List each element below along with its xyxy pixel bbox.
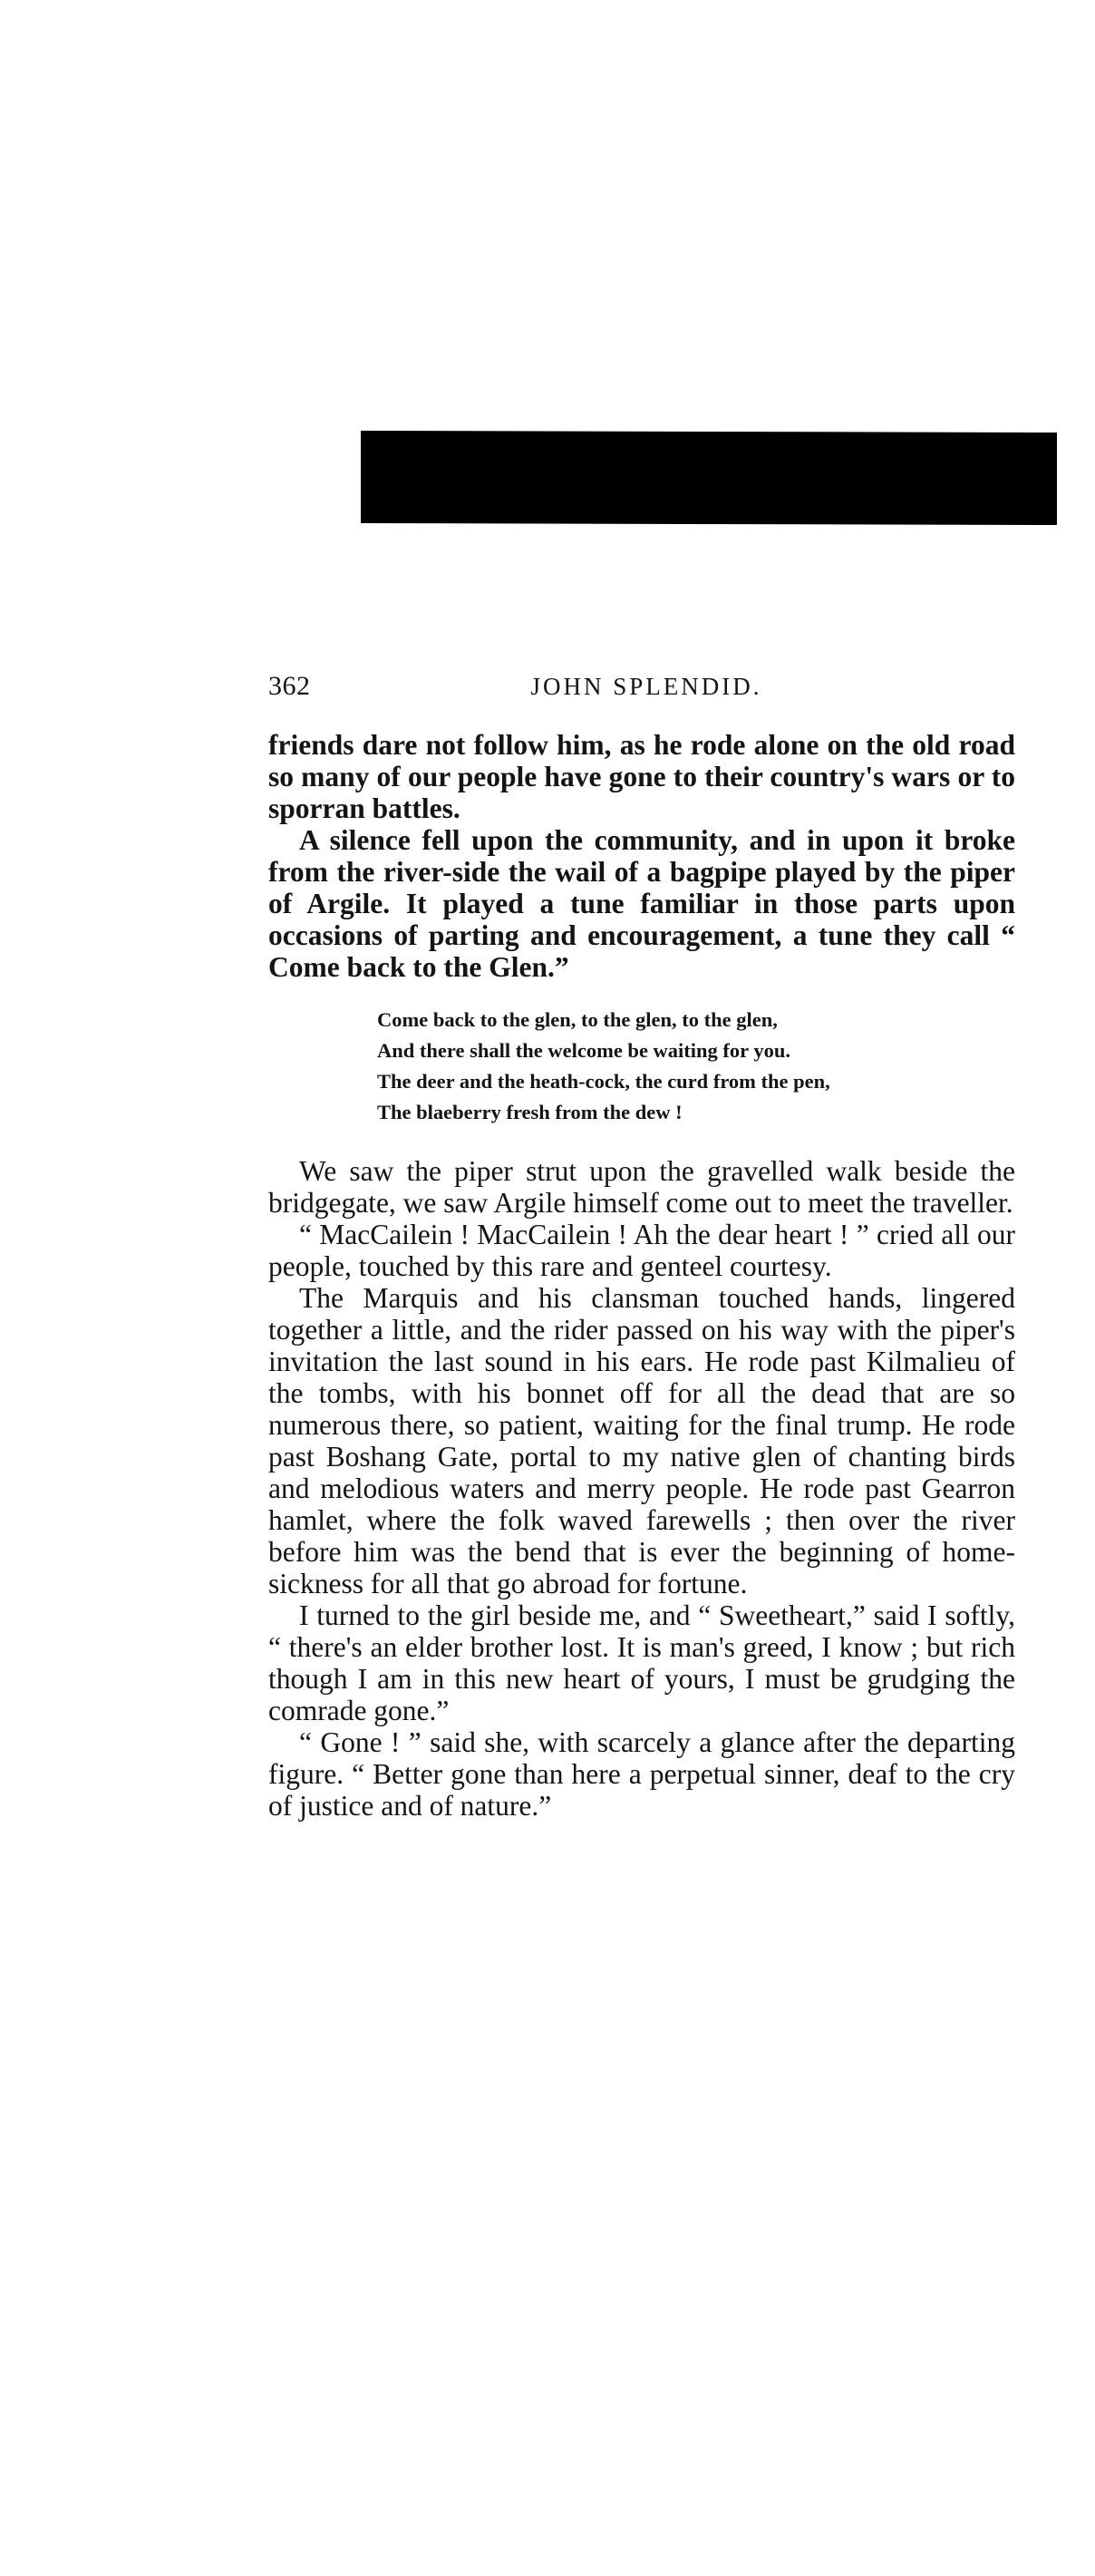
book-title: JOHN SPLENDID. (530, 673, 762, 700)
body-text (268, 729, 1015, 1822)
verse-line: Come back to the glen, to the glen, to the glen, (377, 1008, 778, 1031)
running-head (268, 671, 1015, 713)
page-number: 362 (268, 671, 311, 701)
redaction-bar (361, 431, 1057, 525)
verse-line: The deer and the heath-cock, the curd from the pen, (377, 1070, 830, 1093)
paragraph: “ Gone ! ” said she, with scarcely a glance after the departing figure. “ Better gone than here a perpetual sinner, deaf to the cry of justice and of nature.” (268, 1726, 1015, 1822)
verse-line: The blaeberry fresh from the dew ! (377, 1101, 683, 1123)
verse-block (377, 1005, 1015, 1128)
paragraph: I turned to the girl beside me, and “ Sweetheart,” said I softly, “ there's an elder brother lost. It is man's greed, I know ; but rich though I am in this new heart of yours, I must be grudging the comrade gone.” (268, 1599, 1015, 1726)
verse-line: And there shall the welcome be waiting for you. (377, 1039, 791, 1062)
paragraph: The Marquis and his clansman touched hands, lingered together a little, and the rider passed on his way with the piper's invitation the last sound in his ears. He rode past Kilmalieu of the tombs, with his bonnet off for all the dead that are so numerous there, so patient, waiting for the final trump. He rode past Boshang Gate, portal to my native glen of chanting birds and melodious waters and merry people. He rode past Gearron hamlet, where the folk waved farewells ; then over the river before him was the bend that is ever the beginning of home-sickness for all that go abroad for fortune. (268, 1282, 1015, 1599)
paragraph: “ MacCailein ! MacCailein ! Ah the dear heart ! ” cried all our people, touched by this rare and genteel courtesy. (268, 1219, 1015, 1282)
paragraph: friends dare not follow him, as he rode alone on the old road so many of our people have gone to their country's wars or to sporran battles. (268, 729, 1015, 824)
book-page (268, 671, 1015, 1822)
paragraph: A silence fell upon the community, and in upon it broke from the river-side the wail of a bagpipe played by the piper of Argile. It played a tune familiar in those parts upon occasions of parting and encouragement, a tune they call “ Come back to the Glen.” (268, 824, 1015, 983)
paragraph: We saw the piper strut upon the gravelled walk beside the bridgegate, we saw Argile himself come out to meet the traveller. (268, 1155, 1015, 1219)
